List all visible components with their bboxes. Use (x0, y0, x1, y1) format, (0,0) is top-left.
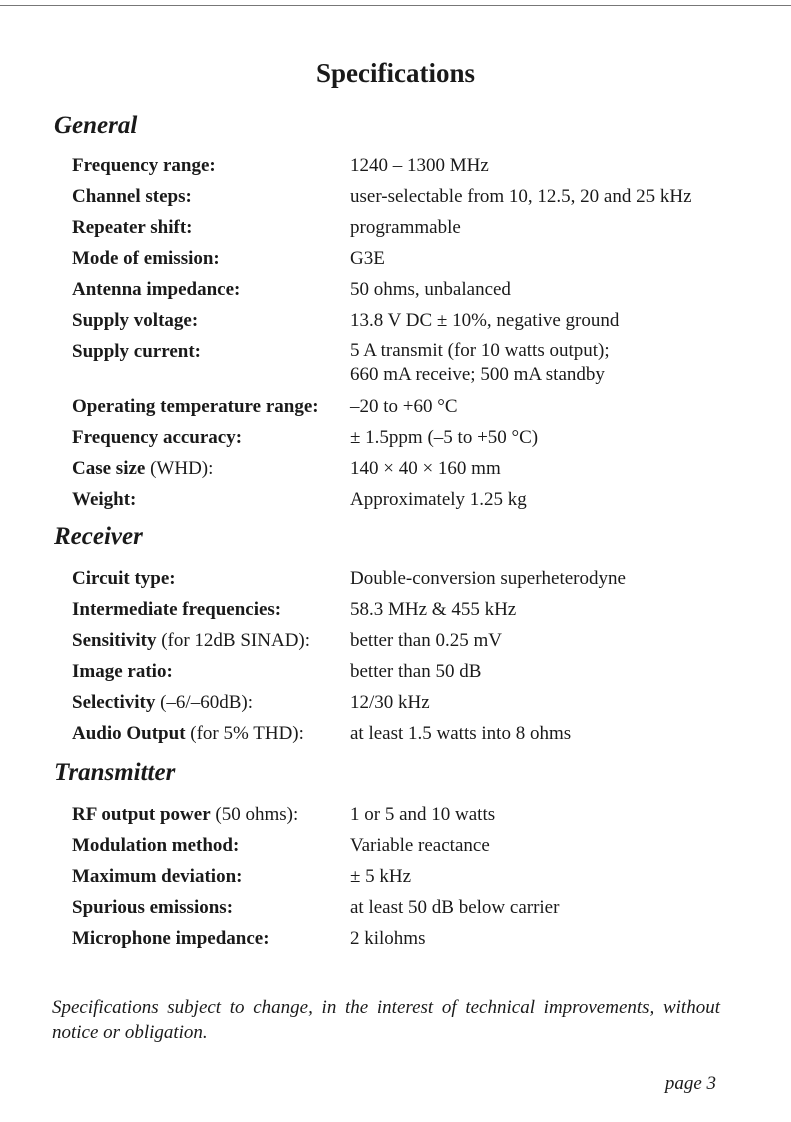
spec-label: Frequency range: (72, 155, 216, 176)
spec-row (72, 718, 752, 749)
spec-label: Spurious emissions: (72, 897, 234, 918)
spec-value: at least 1.5 watts into 8 ohms (350, 723, 572, 744)
spec-table-receiver (72, 563, 752, 749)
spec-label: Image ratio: (72, 661, 173, 682)
spec-label: Mode of emission: (72, 248, 220, 269)
spec-value: –20 to +60 °C (350, 396, 458, 417)
spec-row (72, 594, 752, 625)
spec-row (72, 181, 752, 212)
spec-row (72, 212, 752, 243)
spec-row (72, 892, 752, 923)
spec-label: Selectivity (–6/–60dB): (72, 692, 253, 713)
spec-row (72, 391, 752, 422)
page-title: Specifications (316, 58, 475, 88)
spec-value: programmable (350, 217, 461, 238)
section-heading-transmitter: Transmitter (54, 759, 176, 786)
spec-label: Repeater shift: (72, 217, 193, 238)
spec-value: ± 1.5ppm (–5 to +50 °C) (350, 427, 539, 448)
spec-row (72, 243, 752, 274)
spec-value: ± 5 kHz (350, 866, 412, 887)
spec-value: G3E (350, 248, 385, 269)
spec-label: Supply voltage: (72, 310, 199, 331)
spec-value: at least 50 dB below carrier (350, 897, 560, 918)
spec-value: 58.3 MHz & 455 kHz (350, 599, 517, 620)
page-number: page 3 (664, 1073, 716, 1094)
spec-value: better than 50 dB (350, 661, 482, 682)
spec-row (72, 687, 752, 718)
spec-label: Maximum deviation: (72, 866, 243, 887)
section-heading-general: General (54, 112, 138, 139)
spec-value: 13.8 V DC ± 10%, negative ground (350, 310, 620, 331)
spec-row (72, 150, 752, 181)
spec-value: 1 or 5 and 10 watts (350, 804, 496, 825)
footnote: Specifications subject to change, in the interest of technical improvements, without notice or obligation. (52, 997, 720, 1043)
spec-value: 1240 – 1300 MHz (350, 155, 489, 176)
spec-row (72, 484, 752, 515)
spec-label: Antenna impedance: (72, 279, 241, 300)
spec-row (72, 336, 752, 391)
spec-value: 12/30 kHz (350, 692, 430, 713)
spec-row (72, 453, 752, 484)
spec-label: Circuit type: (72, 568, 176, 589)
spec-row (72, 923, 752, 954)
spec-row (72, 422, 752, 453)
spec-row (72, 799, 752, 830)
spec-label: Frequency accuracy: (72, 427, 243, 448)
spec-label: RF output power (50 ohms): (72, 804, 299, 825)
spec-label: Sensitivity (for 12dB SINAD): (72, 630, 311, 651)
spec-label: Microphone impedance: (72, 928, 270, 949)
spec-value: user-selectable from 10, 12.5, 20 and 25 kHz (350, 186, 692, 207)
spec-value: Approximately 1.25 kg (350, 489, 527, 510)
spec-row (72, 305, 752, 336)
spec-value: Variable reactance (350, 835, 490, 856)
spec-label: Weight: (72, 489, 137, 510)
spec-row (72, 563, 752, 594)
spec-value: Double-conversion superheterodyne (350, 568, 626, 589)
spec-value: better than 0.25 mV (350, 630, 502, 651)
spec-label: Modulation method: (72, 835, 240, 856)
spec-label: Audio Output (for 5% THD): (72, 723, 304, 744)
spec-value: 5 A transmit (for 10 watts output); 660 mA receive; 500 mA standby (350, 340, 610, 385)
spec-label: Channel steps: (72, 186, 192, 207)
spec-row (72, 625, 752, 656)
spec-table-transmitter (72, 799, 752, 954)
spec-row (72, 830, 752, 861)
spec-label: Intermediate frequencies: (72, 599, 282, 620)
spec-row (72, 274, 752, 305)
spec-value: 140 × 40 × 160 mm (350, 458, 501, 479)
spec-row (72, 656, 752, 687)
spec-label: Supply current: (72, 341, 201, 362)
spec-label: Case size (WHD): (72, 458, 214, 479)
spec-value: 2 kilohms (350, 928, 426, 949)
section-heading-receiver: Receiver (54, 523, 143, 550)
spec-row (72, 861, 752, 892)
top-rule (0, 5, 791, 6)
spec-table-general (72, 150, 752, 515)
spec-label: Operating temperature range: (72, 396, 319, 417)
spec-value: 50 ohms, unbalanced (350, 279, 511, 300)
